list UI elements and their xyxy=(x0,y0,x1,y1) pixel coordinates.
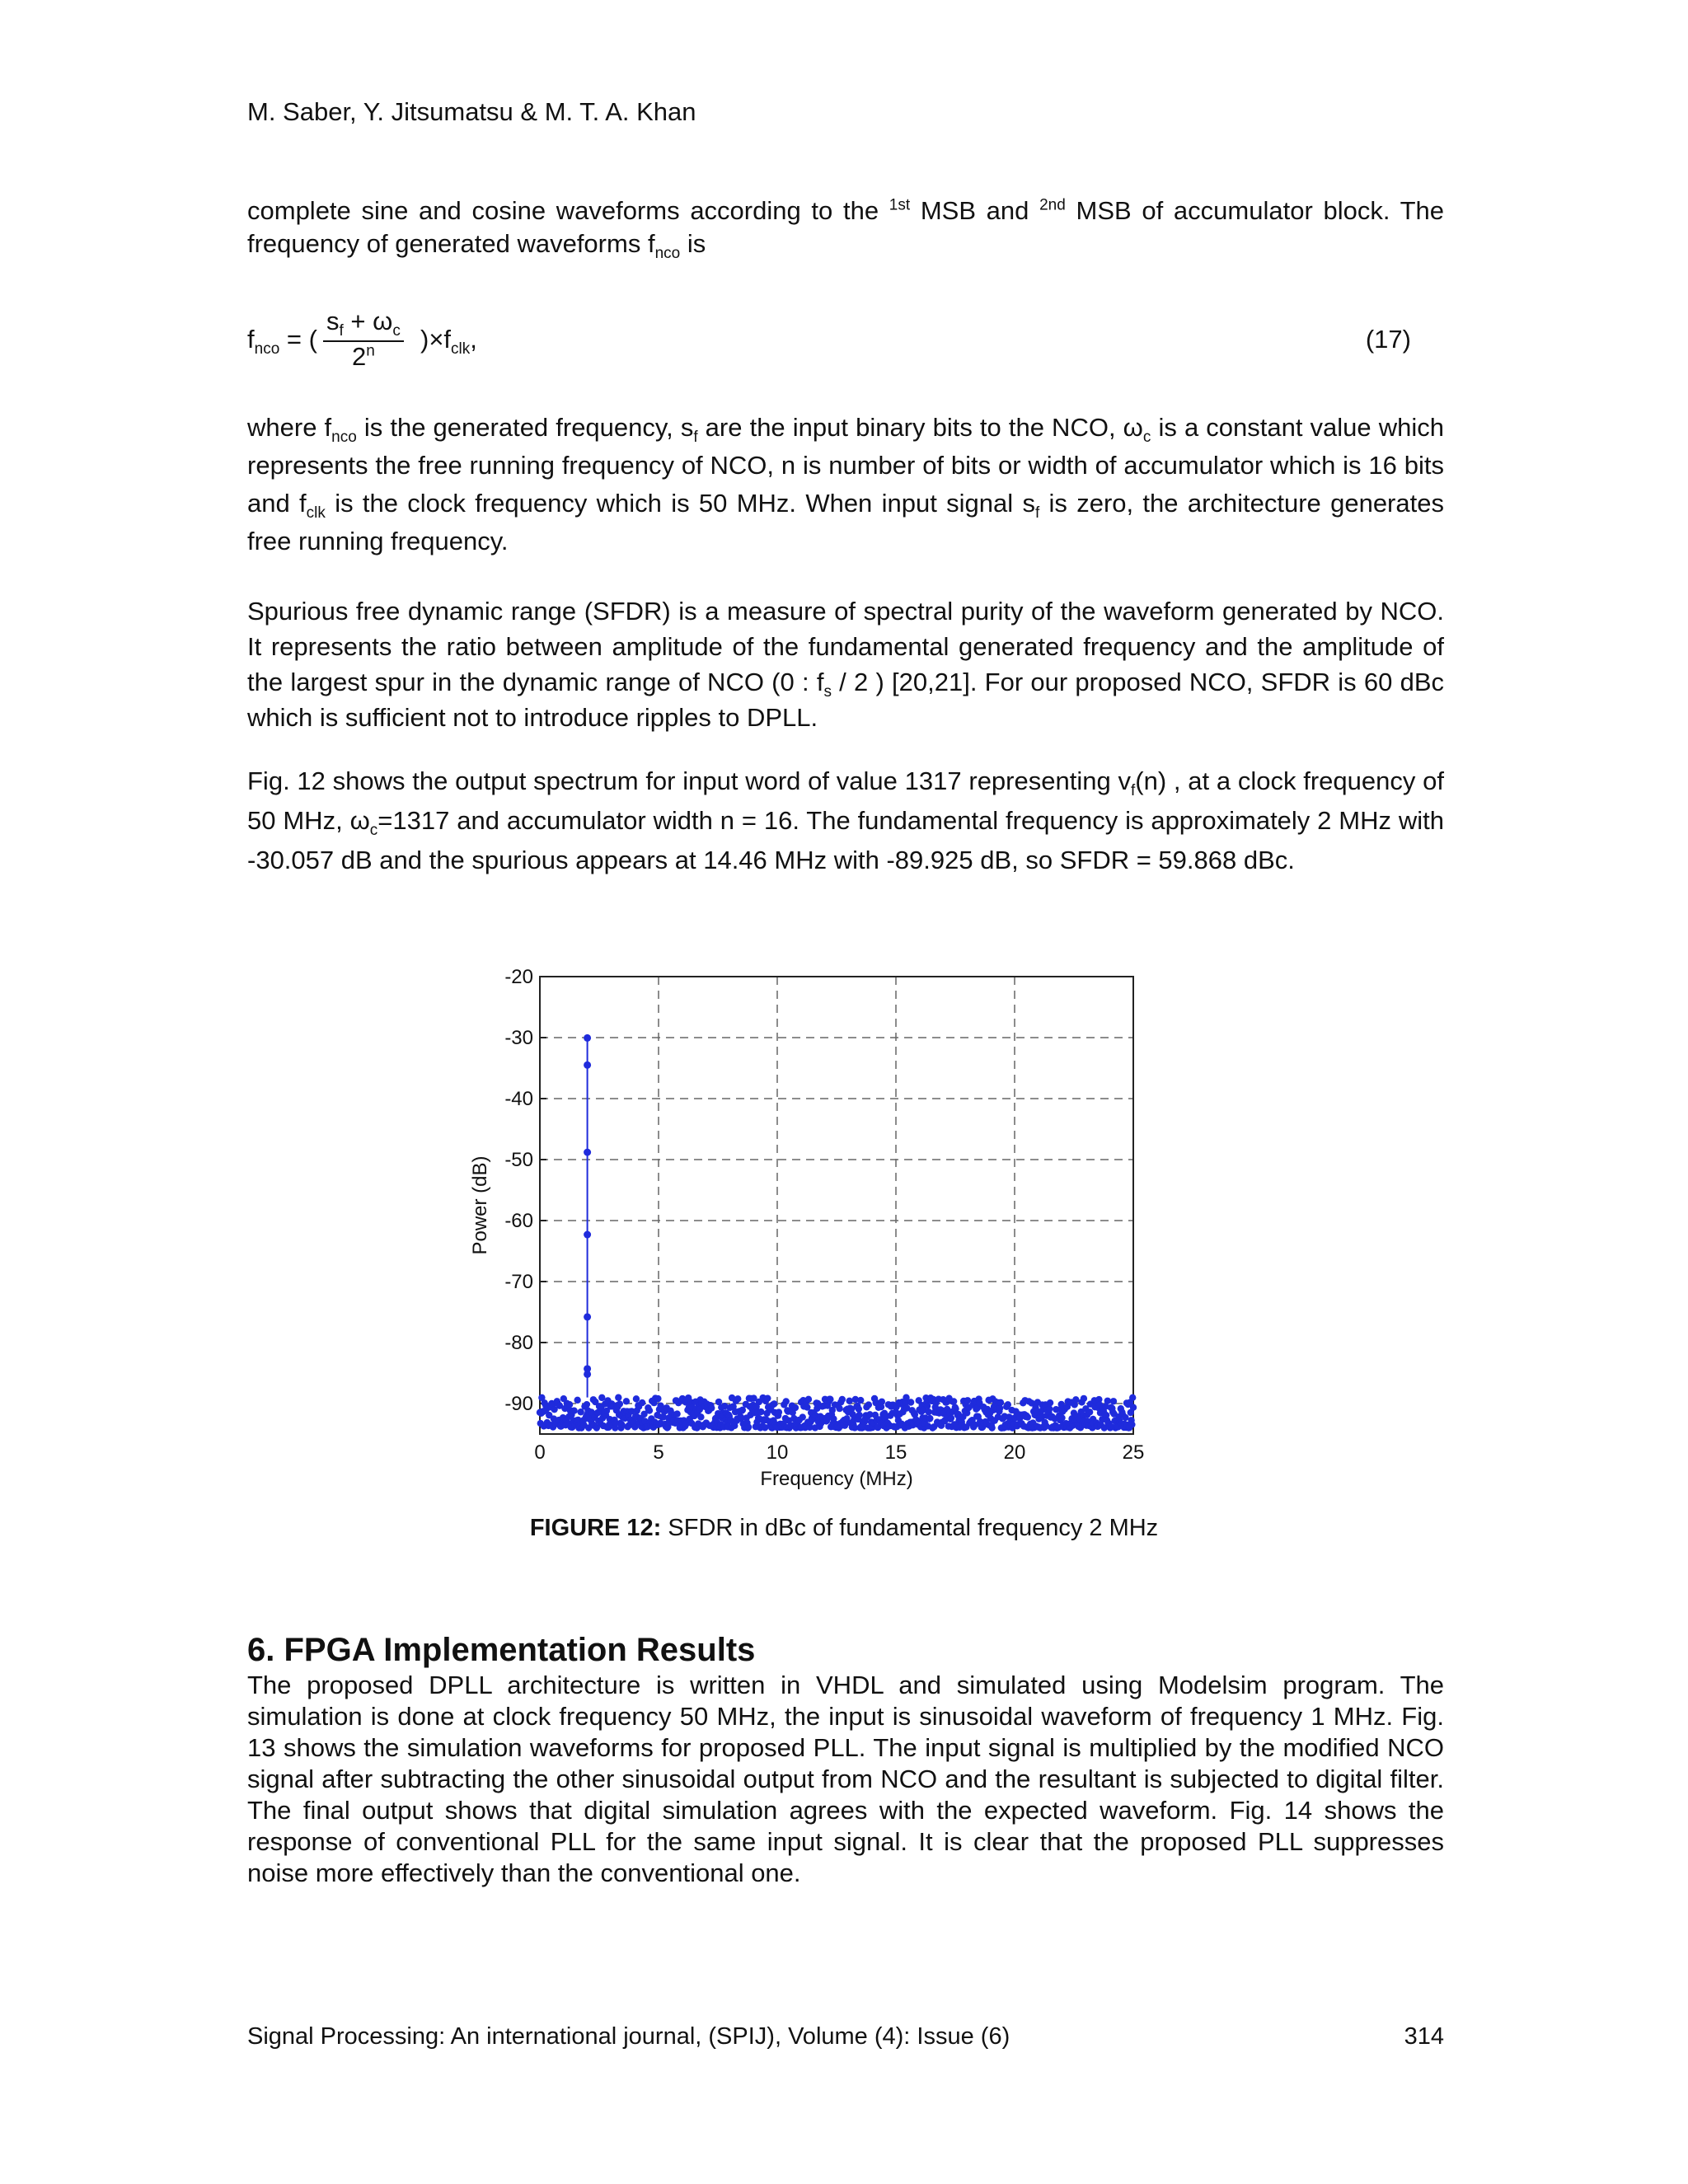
noise-point xyxy=(745,1423,752,1430)
noise-point xyxy=(846,1398,852,1404)
noise-point xyxy=(617,1400,623,1407)
noise-point xyxy=(926,1415,933,1422)
plot-frame xyxy=(540,977,1133,1434)
noise-point xyxy=(570,1408,577,1414)
noise-point xyxy=(1122,1414,1128,1421)
x-tick-label: 15 xyxy=(884,1441,907,1464)
paragraph-where: where $f_{nco}$ is the generated frequency, $s_f$ are the input binary bits to the NCO, $\omega_c$ is a constant value which represents the free running frequency of NCO, n is number of bits or width of accumulator which is 16 bits and $f_{clk}$ is the clock frequency which is 50 MHz. When input signal $s_f$ is zero, the architecture generates free running frequency. xyxy=(247,413,1445,555)
paragraph-fig12: Fig. 12 shows the output spectrum for input word of value 1317 representing $v_f(n)$ , at a clock frequency of 50 MHz, $\omega_c=1317$ and accumulator width n = 16. The fundamental frequency is approximately 2 MHz with -30.057 dB and the spurious appears at 14.46 MHz with -89.925 dB, so SFDR = 59.868 dBc. xyxy=(247,766,1445,874)
noise-point xyxy=(1130,1404,1137,1410)
noise-point xyxy=(673,1410,680,1417)
noise-point xyxy=(827,1396,833,1403)
noise-point xyxy=(708,1404,715,1411)
noise-point xyxy=(865,1401,872,1408)
fundamental-point xyxy=(584,1371,591,1378)
noise-point xyxy=(1110,1398,1117,1404)
noise-point xyxy=(1081,1395,1087,1402)
paragraph-fpga: The proposed DPLL architecture is written in VHDL and simulated using Modelsim program. The simulation is done at clock frequency 50 MHz, the input is sinusoidal waveform of frequency 1 MHz. Fig. 13 shows the simulation waveforms for proposed PLL. The input signal is multiplied by the modified NCO signal after subtracting the other sinusoidal output from NCO and the resultant is subjected to digital filter. The final output shows that digital simulation agrees with the expected waveform. Fig. 14 shows the response of conventional PLL for the same input signal. It is clear that the proposed PLL suppresses noise more effectively than the conventional one. xyxy=(247,1671,1444,1887)
noise-point xyxy=(948,1414,954,1421)
noise-point xyxy=(566,1401,573,1408)
figure-caption: FIGURE 12: SFDR in dBc of fundamental frequency 2 MHz xyxy=(529,1515,1159,1541)
noise-point xyxy=(574,1397,580,1404)
fundamental-point xyxy=(584,1313,591,1320)
y-tick-label: -60 xyxy=(504,1210,533,1232)
x-tick-label: 5 xyxy=(653,1441,664,1464)
noise-point xyxy=(856,1412,862,1418)
fundamental-point xyxy=(584,1034,591,1042)
noise-point xyxy=(1005,1401,1011,1408)
y-tick-label: -30 xyxy=(504,1027,533,1049)
x-axis-label: Frequency (MHz) xyxy=(760,1468,913,1490)
noise-point xyxy=(997,1399,1004,1406)
y-tick-label: -70 xyxy=(504,1271,533,1293)
noise-point xyxy=(1025,1413,1031,1420)
noise-point xyxy=(988,1424,995,1431)
y-tick-label: -50 xyxy=(504,1149,533,1171)
noise-point xyxy=(839,1396,846,1403)
running-header: M. Saber, Y. Jitsumatsu & M. T. A. Khan xyxy=(247,97,696,126)
noise-point xyxy=(799,1413,806,1420)
noise-point xyxy=(805,1396,812,1403)
noise-point xyxy=(1104,1398,1111,1404)
footer-page-number: 314 xyxy=(1404,2023,1444,2050)
noise-point xyxy=(646,1407,653,1413)
noise-point xyxy=(836,1405,842,1412)
noise-point xyxy=(654,1395,661,1402)
noise-point xyxy=(618,1421,625,1427)
paragraph-intro: complete sine and cosine waveforms according to the $^{1st}$ MSB and $^{2nd}$ MSB of accumulator block. The frequency of generated waveforms $f_{nco}$ is xyxy=(247,196,1444,263)
noise-point xyxy=(907,1399,914,1405)
noise-point xyxy=(879,1399,885,1405)
noise-point xyxy=(783,1398,790,1404)
equation-fraction: $\frac{s_f + \omega_c}{2^n}$ xyxy=(323,307,404,372)
noise-point xyxy=(926,1408,932,1415)
noise-point xyxy=(764,1394,771,1401)
noise-point xyxy=(1128,1421,1135,1427)
paragraph-sfdr: Spurious free dynamic range (SFDR) is a measure of spectral purity of the waveform generated by NCO. It represents the ratio between amplitude of the fundamental generated frequency and the amplitude of the largest spur in the dynamic range of NCO (0 : $f_s / 2$ ) [20,21]. For our proposed NCO, SFDR is 60 dBc which is sufficient not to introduce ripples to DPLL. xyxy=(247,597,1444,732)
noise-point xyxy=(584,1401,590,1408)
noise-point xyxy=(615,1394,621,1401)
section-title: 6. FPGA Implementation Results xyxy=(247,1632,756,1668)
noise-point xyxy=(1046,1405,1053,1412)
equation-number: (17) xyxy=(1365,325,1411,354)
noise-point xyxy=(598,1394,605,1401)
x-tick-label: 10 xyxy=(766,1441,789,1464)
noise-point xyxy=(639,1399,645,1406)
y-tick-label: -40 xyxy=(504,1088,533,1110)
noise-point xyxy=(577,1408,584,1415)
x-tick-label: 20 xyxy=(1003,1441,1026,1464)
noise-point xyxy=(757,1408,764,1415)
fundamental-point xyxy=(584,1231,591,1239)
y-tick-label: -90 xyxy=(504,1393,533,1415)
noise-point xyxy=(856,1405,862,1412)
x-tick-label: 25 xyxy=(1122,1441,1145,1464)
y-tick-label: -20 xyxy=(504,966,533,988)
noise-point xyxy=(964,1397,971,1404)
noise-point xyxy=(633,1395,640,1402)
equation-17: $f_{nco}$ = ( $\frac{s_f + \omega_c}{2^n}$ )$\times f_{clk}$, (17) xyxy=(247,307,1411,372)
noise-point xyxy=(734,1395,741,1402)
noise-point xyxy=(1047,1399,1053,1406)
noise-point xyxy=(623,1398,630,1404)
noise-point xyxy=(697,1413,704,1420)
noise-point xyxy=(950,1398,957,1404)
noise-point xyxy=(776,1408,782,1415)
noise-point xyxy=(1086,1408,1093,1415)
fundamental-point xyxy=(584,1149,591,1156)
y-axis-label: Power (dB) xyxy=(469,1155,491,1255)
noise-point xyxy=(792,1404,799,1411)
fundamental-point xyxy=(584,1062,591,1069)
noise-point xyxy=(771,1400,777,1407)
noise-point xyxy=(1072,1396,1079,1403)
footer-journal: Signal Processing: An international journal, (SPIJ), Volume (4): Issue (6) xyxy=(247,2023,1010,2050)
x-tick-label: 0 xyxy=(534,1441,546,1464)
noise-point xyxy=(1129,1394,1136,1401)
sfdr-spectrum-chart xyxy=(462,964,1187,1500)
noise-point xyxy=(857,1397,864,1404)
y-tick-label: -80 xyxy=(504,1332,533,1354)
